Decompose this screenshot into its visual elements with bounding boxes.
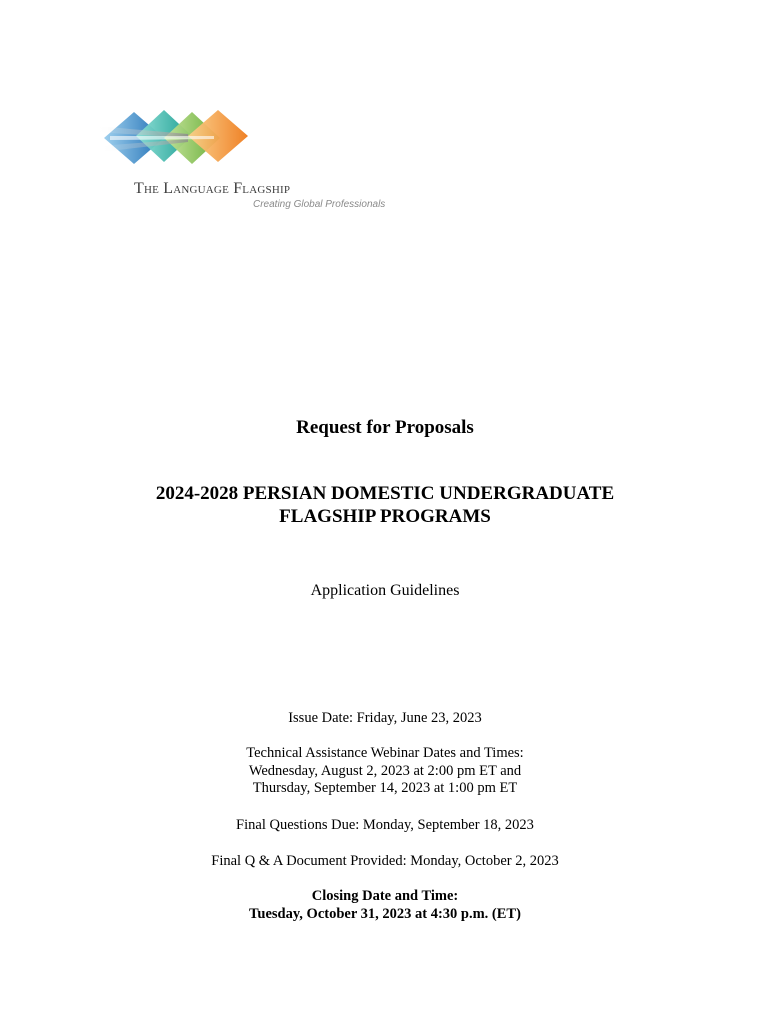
- program-title-line2: FLAGSHIP PROGRAMS: [279, 506, 491, 527]
- final-questions-due: Final Questions Due: Monday, September 18, 2023: [236, 817, 534, 833]
- closing-date-time: [0, 888, 770, 923]
- logo-tagline: Creating Global Professionals: [253, 199, 386, 210]
- closing-label: Closing Date and Time:: [311, 888, 459, 904]
- webinar-schedule: [0, 745, 770, 798]
- closing-datetime: Tuesday, October 31, 2023 at 4:30 p.m. (ET): [249, 905, 521, 922]
- final-qa-document: Final Q & A Document Provided: Monday, October 2, 2023: [211, 853, 559, 869]
- program-title: [0, 482, 770, 528]
- program-title-line1: 2024-2028 PERSIAN DOMESTIC UNDERGRADUATE: [155, 483, 615, 504]
- logo-title: The Language Flagship: [134, 180, 291, 197]
- flagship-emblem-icon: [96, 106, 256, 176]
- webinar-label: Technical Assistance Webinar Dates and Times:: [246, 745, 524, 761]
- language-flagship-logo: [96, 106, 396, 216]
- webinar-date-1: Wednesday, August 2, 2023 at 2:00 pm ET and: [248, 762, 522, 779]
- webinar-date-2: Thursday, September 14, 2023 at 1:00 pm ET: [252, 780, 518, 796]
- rfp-heading: Request for Proposals: [296, 417, 474, 438]
- application-guidelines-subtitle: Application Guidelines: [310, 582, 460, 599]
- issue-date: Issue Date: Friday, June 23, 2023: [288, 710, 482, 726]
